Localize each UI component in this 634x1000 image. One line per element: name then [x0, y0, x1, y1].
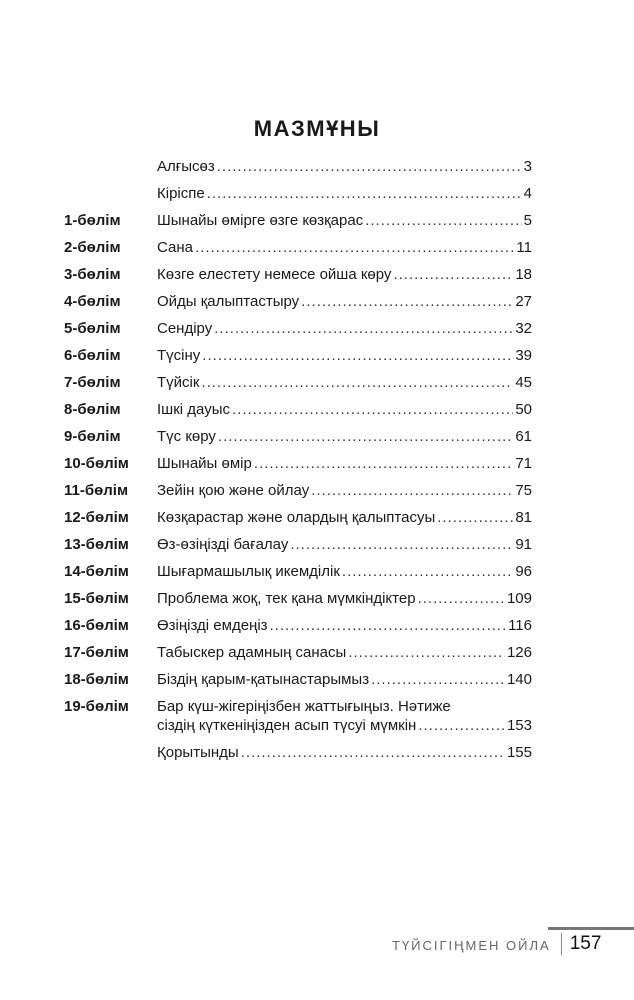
toc-entry[interactable]: [64, 427, 532, 446]
entry-title: Шығармашылық икемділік: [157, 563, 340, 580]
dot-leader: [311, 481, 513, 500]
entry-page-number: 81: [515, 509, 532, 526]
entry-page-number: 155: [506, 744, 532, 761]
table-of-contents: [64, 157, 532, 770]
dot-leader: [270, 616, 507, 635]
chapter-label: 3-бөлім: [64, 266, 121, 283]
entry-page-number: 153: [506, 717, 532, 734]
entry-page-number: 39: [515, 347, 532, 364]
toc-entry[interactable]: [64, 643, 532, 662]
entry-page-number: 27: [515, 293, 532, 310]
chapter-label: 14-бөлім: [64, 563, 129, 580]
dot-leader: [348, 643, 505, 662]
toc-entry[interactable]: [64, 743, 532, 762]
entry-page-number: 3: [523, 158, 532, 175]
dot-leader: [418, 716, 505, 735]
entry-page-number: 109: [506, 590, 532, 607]
entry-page-number: 96: [515, 563, 532, 580]
entry-page-number: 140: [506, 671, 532, 688]
entry-title: Түйсік: [157, 374, 200, 391]
toc-entry[interactable]: [64, 697, 532, 735]
toc-entry[interactable]: [64, 589, 532, 608]
dot-leader: [418, 589, 505, 608]
dot-leader: [202, 346, 513, 365]
chapter-label: 17-бөлім: [64, 644, 129, 661]
dot-leader: [290, 535, 513, 554]
chapter-label: 16-бөлім: [64, 617, 129, 634]
dot-leader: [254, 454, 514, 473]
dot-leader: [218, 427, 513, 446]
chapter-label: 10-бөлім: [64, 455, 129, 472]
entry-page-number: 116: [508, 617, 532, 634]
footer-rule: [548, 927, 634, 930]
chapter-label: 8-бөлім: [64, 401, 121, 418]
entry-title: Проблема жоқ, тек қана мүмкіндіктер: [157, 590, 416, 607]
dot-leader: [201, 373, 513, 392]
entry-page-number: 126: [506, 644, 532, 661]
entry-title: Табыскер адамның санасы: [157, 644, 347, 661]
entry-title: Түсіну: [157, 347, 201, 364]
running-book-title: ТҮЙСІГІҢМЕН ОЙЛА: [392, 937, 551, 953]
chapter-label: 5-бөлім: [64, 320, 121, 337]
entry-title: Шынайы өмір: [157, 455, 252, 472]
dot-leader: [365, 211, 521, 230]
page-number: 157: [561, 933, 602, 955]
toc-entry[interactable]: [64, 535, 532, 554]
toc-entry[interactable]: [64, 508, 532, 527]
chapter-label: 1-бөлім: [64, 212, 121, 229]
chapter-label: 7-бөлім: [64, 374, 121, 391]
entry-title: Қорытынды: [157, 744, 239, 761]
toc-entry[interactable]: [64, 454, 532, 473]
entry-title: Ойды қалыптастыру: [157, 293, 300, 310]
entry-page-number: 45: [515, 374, 532, 391]
dot-leader: [371, 670, 505, 689]
entry-title: Шынайы өмірге өзге көзқарас: [157, 212, 364, 229]
entry-title: Өзіңізді емдеңіз: [157, 617, 268, 634]
toc-entry[interactable]: [64, 481, 532, 500]
chapter-label: 19-бөлім: [64, 698, 129, 715]
toc-entry[interactable]: [64, 562, 532, 581]
entry-page-number: 50: [515, 401, 532, 418]
entry-title: Біздің қарым-қатынастарымыз: [157, 671, 370, 688]
chapter-label: 4-бөлім: [64, 293, 121, 310]
toc-entry[interactable]: [64, 184, 532, 203]
toc-entry[interactable]: [64, 319, 532, 338]
dot-leader: [437, 508, 513, 527]
entry-page-number: 61: [515, 428, 532, 445]
entry-title: Өз-өзіңізді бағалау: [157, 536, 289, 553]
page-footer: [392, 933, 601, 955]
entry-title: Зейін қою және ойлау: [157, 482, 310, 499]
entry-title: Сендіру: [157, 320, 213, 337]
toc-entry[interactable]: [64, 238, 532, 257]
chapter-label: 9-бөлім: [64, 428, 121, 445]
entry-title: Сана: [157, 239, 193, 256]
entry-page-number: 18: [515, 266, 532, 283]
entry-page-number: 5: [523, 212, 532, 229]
entry-title: Көзге елестету немесе ойша көру: [157, 266, 392, 283]
chapter-label: 12-бөлім: [64, 509, 129, 526]
dot-leader: [393, 265, 513, 284]
dot-leader: [195, 238, 514, 257]
entry-page-number: 4: [523, 185, 532, 202]
entry-page-number: 75: [515, 482, 532, 499]
entry-title: сіздің күткеніңізден асып түсуі мүмкін: [157, 717, 417, 734]
entry-page-number: 71: [515, 455, 532, 472]
toc-entry[interactable]: [64, 670, 532, 689]
entry-page-number: 11: [516, 239, 532, 256]
entry-page-number: 32: [515, 320, 532, 337]
toc-entry[interactable]: [64, 616, 532, 635]
dot-leader: [217, 157, 522, 176]
chapter-label: 2-бөлім: [64, 239, 121, 256]
chapter-label: 15-бөлім: [64, 590, 129, 607]
chapter-label: 18-бөлім: [64, 671, 129, 688]
dot-leader: [342, 562, 513, 581]
toc-entry[interactable]: [64, 211, 532, 230]
entry-title: Ішкі дауыс: [157, 401, 230, 418]
toc-entry[interactable]: [64, 346, 532, 365]
entry-title: Кіріспе: [157, 185, 205, 202]
toc-entry[interactable]: [64, 292, 532, 311]
entry-title: Алғысөз: [157, 158, 215, 175]
chapter-label: 11-бөлім: [64, 482, 129, 499]
toc-entry[interactable]: [64, 400, 532, 419]
toc-entry[interactable]: [64, 157, 532, 176]
dot-leader: [207, 184, 522, 203]
dot-leader: [241, 743, 505, 762]
toc-entry[interactable]: [64, 265, 532, 284]
chapter-label: 6-бөлім: [64, 347, 121, 364]
dot-leader: [232, 400, 513, 419]
dot-leader: [301, 292, 513, 311]
entry-title: Көзқарастар және олардың қалыптасуы: [157, 509, 436, 526]
toc-entry[interactable]: [64, 373, 532, 392]
entry-title-line: Бар күш-жігеріңізбен жаттығыңыз. Нәтиже: [157, 698, 451, 715]
dot-leader: [214, 319, 513, 338]
chapter-label: 13-бөлім: [64, 536, 129, 553]
entry-page-number: 91: [515, 536, 532, 553]
page-title: МАЗМҰНЫ: [253, 116, 381, 141]
entry-title: Түс көру: [157, 428, 216, 445]
